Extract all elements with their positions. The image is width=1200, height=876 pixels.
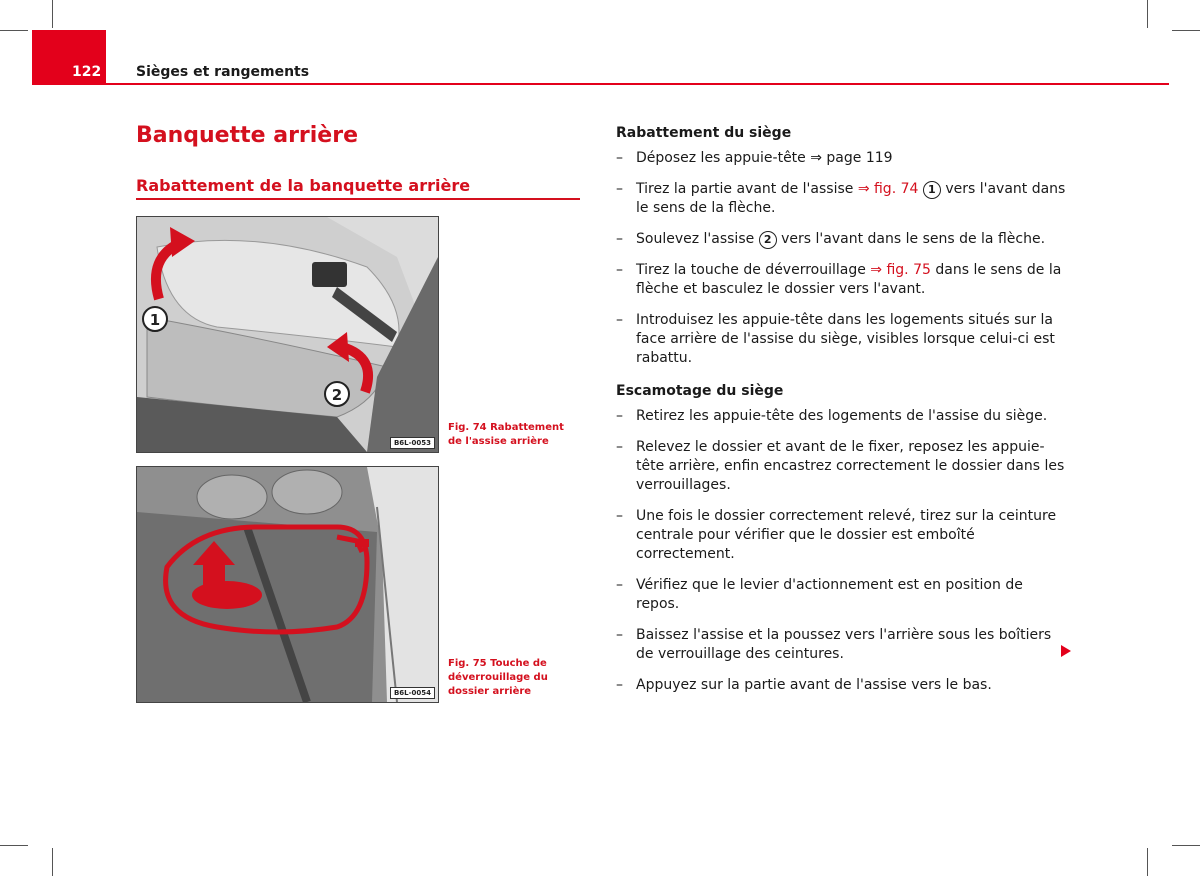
figure-rear-seat-cushion: [136, 216, 439, 453]
header-rule: [32, 83, 1169, 85]
list-dash: –: [616, 312, 623, 328]
figure-code: B6L-0054: [390, 687, 435, 699]
callout-2-label: 2: [331, 386, 343, 404]
list-item: [616, 676, 1066, 695]
section-heading: Rabattement de la banquette arrière: [136, 176, 471, 195]
list-dash: –: [616, 577, 623, 593]
crop-mark: [1172, 845, 1200, 846]
instructions-column: [616, 124, 1066, 707]
subheading-folding: Rabattement du siège: [616, 125, 792, 141]
list-dash: –: [616, 150, 623, 166]
subheading-retracting: Escamotage du siège: [616, 383, 784, 399]
figure-unlock-button: [136, 466, 439, 703]
item-text: Introduisez les appuie-tête dans les logements situés sur la face arrière de l'assise du siège, visibles lorsque celui-ci est rabattu.: [636, 312, 1055, 366]
crop-mark: [52, 0, 53, 28]
list-item: [616, 626, 1066, 664]
backrest-illustration: [137, 467, 438, 702]
list-item: [616, 507, 1066, 564]
list-item: [616, 311, 1066, 368]
item-text: vers l'avant dans le sens de la flèche.: [636, 181, 1066, 216]
list-dash: –: [616, 181, 623, 197]
list-item: [616, 230, 1066, 249]
figure-reference-link[interactable]: ⇒ fig. 75: [870, 262, 931, 278]
page-title: Banquette arrière: [136, 123, 358, 148]
list-item: [616, 261, 1066, 299]
heading-rule: [136, 198, 580, 200]
figure-reference-link[interactable]: ⇒ fig. 74: [857, 181, 919, 197]
crop-mark: [52, 848, 53, 876]
list-item: [616, 576, 1066, 614]
item-text: Retirez les appuie-tête des logements de l'assise du siège.: [636, 408, 1048, 424]
figure-caption: Fig. 74 Rabattement de l'assise arrière: [448, 422, 564, 447]
list-item: [616, 180, 1066, 218]
callout-1-label: 1: [149, 311, 161, 329]
list-dash: –: [616, 508, 623, 524]
crop-mark: [1147, 848, 1148, 876]
item-text: Tirez la touche de déverrouillage: [636, 262, 871, 278]
callout-2-icon: 2: [759, 231, 777, 249]
list-dash: –: [616, 627, 623, 643]
list-item: [616, 438, 1066, 495]
item-text: Soulevez l'assise: [636, 231, 759, 247]
item-text: dans le sens de la flèche et basculez le dossier vers l'avant.: [636, 262, 1062, 297]
crop-mark: [1172, 30, 1200, 31]
list-item: [616, 407, 1066, 426]
crop-mark: [1147, 0, 1148, 28]
list-dash: –: [616, 408, 623, 424]
seat-illustration: [137, 217, 438, 452]
item-text: vers l'avant dans le sens de la flèche.: [776, 231, 1046, 247]
list-dash: –: [616, 439, 623, 455]
list-dash: –: [616, 677, 623, 693]
crop-mark: [0, 30, 28, 31]
list-dash: –: [616, 262, 623, 278]
continue-arrow-icon: [1061, 645, 1071, 657]
list-dash: –: [616, 231, 623, 247]
item-text: Déposez les appuie-tête ⇒ page 119: [636, 150, 893, 166]
callout-1-icon: 1: [923, 181, 941, 199]
list-item: [616, 149, 1066, 168]
item-text: Appuyez sur la partie avant de l'assise vers le bas.: [636, 677, 992, 693]
item-text: Tirez la partie avant de l'assise: [636, 181, 858, 197]
figure-code: B6L-0053: [390, 437, 435, 449]
page-number: 122: [72, 64, 102, 80]
crop-mark: [0, 845, 28, 846]
item-text: Baissez l'assise et la poussez vers l'arrière sous les boîtiers de verrouillage des ceintures.: [636, 627, 1052, 662]
item-text: Relevez le dossier et avant de le fixer, reposez les appuie-tête arrière, enfin encastrez correctement le dossier dans les verrouillages.: [636, 439, 1065, 493]
item-text: Une fois le dossier correctement relevé, tirez sur la ceinture centrale pour vérifier que le dossier est emboîté correctement.: [636, 508, 1057, 562]
item-text: Vérifiez que le levier d'actionnement est en position de repos.: [636, 577, 1023, 612]
running-header: Sièges et rangements: [136, 64, 310, 80]
figure-caption: Fig. 75 Touche de déverrouillage du dossier arrière: [448, 658, 548, 697]
